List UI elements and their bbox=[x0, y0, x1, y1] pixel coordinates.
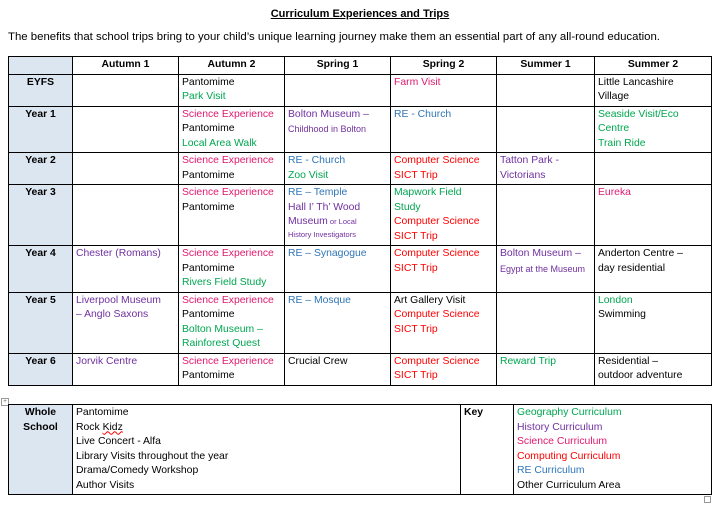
activity-item: Tatton Park - bbox=[500, 155, 559, 166]
activity-item: day residential bbox=[598, 262, 666, 274]
table-row bbox=[9, 106, 712, 153]
cell-spring-2 bbox=[391, 153, 497, 185]
cell-spring-2 bbox=[391, 106, 497, 153]
activity-item: Science Experience bbox=[182, 355, 274, 367]
table-row bbox=[9, 292, 712, 353]
page-title: Curriculum Experiences and Trips bbox=[270, 8, 450, 20]
cell-spring-2 bbox=[391, 353, 497, 385]
cell-summer-1 bbox=[497, 74, 595, 106]
key-list bbox=[514, 405, 712, 495]
cell-summer-2 bbox=[595, 185, 712, 246]
cell-autumn-2 bbox=[179, 246, 285, 293]
activity-item: Computer Science bbox=[394, 248, 480, 259]
whole-school-label bbox=[9, 405, 73, 495]
key-label: Key bbox=[461, 405, 514, 495]
activity-item: Bolton Museum – bbox=[500, 248, 581, 259]
activity-item: Anderton Centre – bbox=[598, 248, 683, 259]
column-header: Autumn 1 bbox=[73, 57, 179, 75]
activity-item: RE – Mosque bbox=[288, 294, 351, 306]
key-item-history: History Curriculum bbox=[517, 421, 603, 433]
trips-table bbox=[8, 56, 712, 386]
activity-item: Bolton Museum – bbox=[182, 323, 263, 335]
table-row bbox=[9, 74, 712, 106]
activity-item: Childhood in Bolton bbox=[288, 124, 367, 134]
activity-item: Chester (Romans) bbox=[76, 248, 161, 259]
activity-item: Science Experience bbox=[182, 108, 274, 120]
activity-item: Bolton Museum – bbox=[288, 108, 369, 120]
activity-item: Local Area Walk bbox=[182, 137, 257, 149]
activity-item: Little Lancashire bbox=[598, 76, 674, 88]
activity-item: Residential – bbox=[598, 355, 659, 367]
activity-item: RE - Church bbox=[288, 155, 346, 166]
whole-school-item: Rock Kidz bbox=[76, 421, 123, 433]
cell-autumn-1 bbox=[73, 153, 179, 185]
column-header: Spring 1 bbox=[285, 57, 391, 75]
activity-item: Mapwork Field bbox=[394, 187, 462, 198]
activity-item: Hall I’ Th’ Wood bbox=[288, 201, 361, 213]
activity-item: Computer Science bbox=[394, 155, 480, 166]
cell-autumn-1 bbox=[73, 353, 179, 385]
cell-spring-1 bbox=[285, 185, 391, 246]
cell-spring-1 bbox=[285, 74, 391, 106]
cell-summer-2 bbox=[595, 292, 712, 353]
activity-item: Science Experience bbox=[182, 294, 274, 306]
row-header: Year 2 bbox=[9, 153, 73, 185]
activity-item: Liverpool Museum bbox=[76, 294, 161, 306]
activity-item: Egypt at the Museum bbox=[500, 263, 586, 274]
whole-school-row bbox=[9, 405, 712, 495]
activity-item: Swimming bbox=[598, 309, 646, 320]
cell-autumn-2 bbox=[179, 153, 285, 185]
activity-item: outdoor adventure bbox=[598, 370, 683, 381]
cell-autumn-2 bbox=[179, 292, 285, 353]
table-row bbox=[9, 353, 712, 385]
cell-spring-2 bbox=[391, 246, 497, 293]
cell-summer-1 bbox=[497, 106, 595, 153]
cell-spring-1 bbox=[285, 153, 391, 185]
table-resize-handle[interactable] bbox=[704, 496, 711, 503]
cell-spring-1 bbox=[285, 292, 391, 353]
activity-item: Crucial Crew bbox=[288, 355, 348, 367]
key-item-other: Other Curriculum Area bbox=[517, 479, 621, 491]
activity-item: SICT Trip bbox=[394, 262, 438, 274]
cell-spring-2 bbox=[391, 74, 497, 106]
whole-school-label-line: Whole bbox=[24, 407, 57, 418]
cell-summer-2 bbox=[595, 106, 712, 153]
whole-school-item-word: Kidz bbox=[102, 421, 123, 433]
cell-spring-2 bbox=[391, 185, 497, 246]
activity-item: Centre bbox=[598, 123, 630, 134]
table-move-handle[interactable]: + bbox=[1, 398, 9, 406]
activity-item: Pantomime bbox=[182, 309, 235, 320]
cell-autumn-1 bbox=[73, 106, 179, 153]
activity-item: Pantomime bbox=[182, 370, 235, 381]
key-item-science: Science Curriculum bbox=[517, 436, 608, 447]
activity-item: Park Visit bbox=[182, 91, 226, 102]
cell-summer-2 bbox=[595, 353, 712, 385]
whole-school-item: Library Visits throughout the year bbox=[76, 450, 229, 462]
activity-item: Pantomime bbox=[182, 262, 235, 274]
header-row bbox=[9, 57, 712, 75]
activity-item: Victorians bbox=[500, 169, 546, 181]
row-header: Year 5 bbox=[9, 292, 73, 353]
activity-item: Computer Science bbox=[394, 309, 480, 320]
row-header: Year 1 bbox=[9, 106, 73, 153]
activity-item: Science Experience bbox=[182, 155, 274, 166]
activity-item: RE – Temple bbox=[288, 187, 348, 198]
activity-item: Eureka bbox=[598, 187, 631, 198]
activity-item: Zoo Visit bbox=[288, 169, 329, 181]
activity-item: SICT Trip bbox=[394, 230, 438, 242]
whole-school-table bbox=[8, 404, 712, 495]
cell-spring-1 bbox=[285, 106, 391, 153]
whole-school-item: Live Concert - Alfa bbox=[76, 436, 161, 447]
cell-spring-2 bbox=[391, 292, 497, 353]
column-header: Autumn 2 bbox=[179, 57, 285, 75]
column-header: Summer 1 bbox=[497, 57, 595, 75]
row-header: EYFS bbox=[9, 74, 73, 106]
row-header: Year 4 bbox=[9, 246, 73, 293]
key-item-re: RE Curriculum bbox=[517, 465, 585, 476]
activity-item: Pantomime bbox=[182, 201, 235, 213]
cell-spring-1 bbox=[285, 246, 391, 293]
activity-item: History Investigators bbox=[288, 229, 356, 239]
cell-summer-2 bbox=[595, 74, 712, 106]
cell-autumn-1 bbox=[73, 292, 179, 353]
activity-item: Pantomime bbox=[182, 76, 235, 88]
cell-autumn-2 bbox=[179, 74, 285, 106]
key-item-computing: Computing Curriculum bbox=[517, 450, 621, 462]
cell-summer-1 bbox=[497, 185, 595, 246]
activity-text: Museum bbox=[288, 216, 328, 227]
cell-autumn-2 bbox=[179, 106, 285, 153]
column-header: Spring 2 bbox=[391, 57, 497, 75]
activity-item: Train Ride bbox=[598, 137, 646, 149]
activity-item: Computer Science bbox=[394, 216, 480, 227]
row-header: Year 3 bbox=[9, 185, 73, 246]
whole-school-label-line: School bbox=[23, 421, 58, 433]
activity-item: SICT Trip bbox=[394, 370, 438, 381]
intro-text: The benefits that school trips bring to your child’s unique learning journey make them an essential part of any all-round education. bbox=[8, 31, 660, 43]
activity-item: Science Experience bbox=[182, 248, 274, 259]
key-item-geography: Geography Curriculum bbox=[517, 407, 622, 418]
activity-item: Jorvik Centre bbox=[76, 355, 138, 367]
cell-summer-1 bbox=[497, 246, 595, 293]
cell-summer-2 bbox=[595, 246, 712, 293]
cell-autumn-2 bbox=[179, 185, 285, 246]
whole-school-item: Drama/Comedy Workshop bbox=[76, 465, 199, 476]
whole-school-items bbox=[73, 405, 461, 495]
cell-autumn-1 bbox=[73, 74, 179, 106]
activity-item: Rivers Field Study bbox=[182, 277, 267, 288]
column-header: Summer 2 bbox=[595, 57, 712, 75]
activity-item: SICT Trip bbox=[394, 169, 438, 181]
activity-item: London bbox=[598, 294, 633, 306]
activity-item: RE - Church bbox=[394, 108, 452, 120]
cell-autumn-1 bbox=[73, 246, 179, 293]
row-header: Year 6 bbox=[9, 353, 73, 385]
activity-item: Seaside Visit/Eco bbox=[598, 108, 679, 120]
activity-item: Village bbox=[598, 91, 630, 102]
activity-item: Pantomime bbox=[182, 123, 235, 134]
corner-cell bbox=[9, 57, 73, 75]
activity-item: Computer Science bbox=[394, 355, 480, 367]
cell-autumn-1 bbox=[73, 185, 179, 246]
activity-item: Pantomime bbox=[182, 169, 235, 181]
activity-item: Farm Visit bbox=[394, 76, 441, 88]
table-row bbox=[9, 246, 712, 293]
cell-autumn-2 bbox=[179, 353, 285, 385]
table-row bbox=[9, 153, 712, 185]
whole-school-item: Pantomime bbox=[76, 407, 129, 418]
activity-item: SICT Trip bbox=[394, 323, 438, 335]
cell-summer-1 bbox=[497, 353, 595, 385]
activity-item: Rainforest Quest bbox=[182, 338, 260, 349]
activity-item: Art Gallery Visit bbox=[394, 294, 466, 306]
cell-summer-2 bbox=[595, 153, 712, 185]
activity-item: Reward Trip bbox=[500, 355, 557, 367]
cell-summer-1 bbox=[497, 153, 595, 185]
cell-summer-1 bbox=[497, 292, 595, 353]
table-row bbox=[9, 185, 712, 246]
activity-item: Science Experience bbox=[182, 187, 274, 198]
whole-school-item: Author Visits bbox=[76, 479, 135, 491]
activity-extra: or Local bbox=[327, 217, 357, 226]
cell-spring-1 bbox=[285, 353, 391, 385]
activity-item: – Anglo Saxons bbox=[76, 309, 149, 320]
activity-item: Study bbox=[394, 201, 421, 213]
activity-item: RE – Synagogue bbox=[288, 248, 367, 259]
activity-item bbox=[288, 215, 387, 230]
